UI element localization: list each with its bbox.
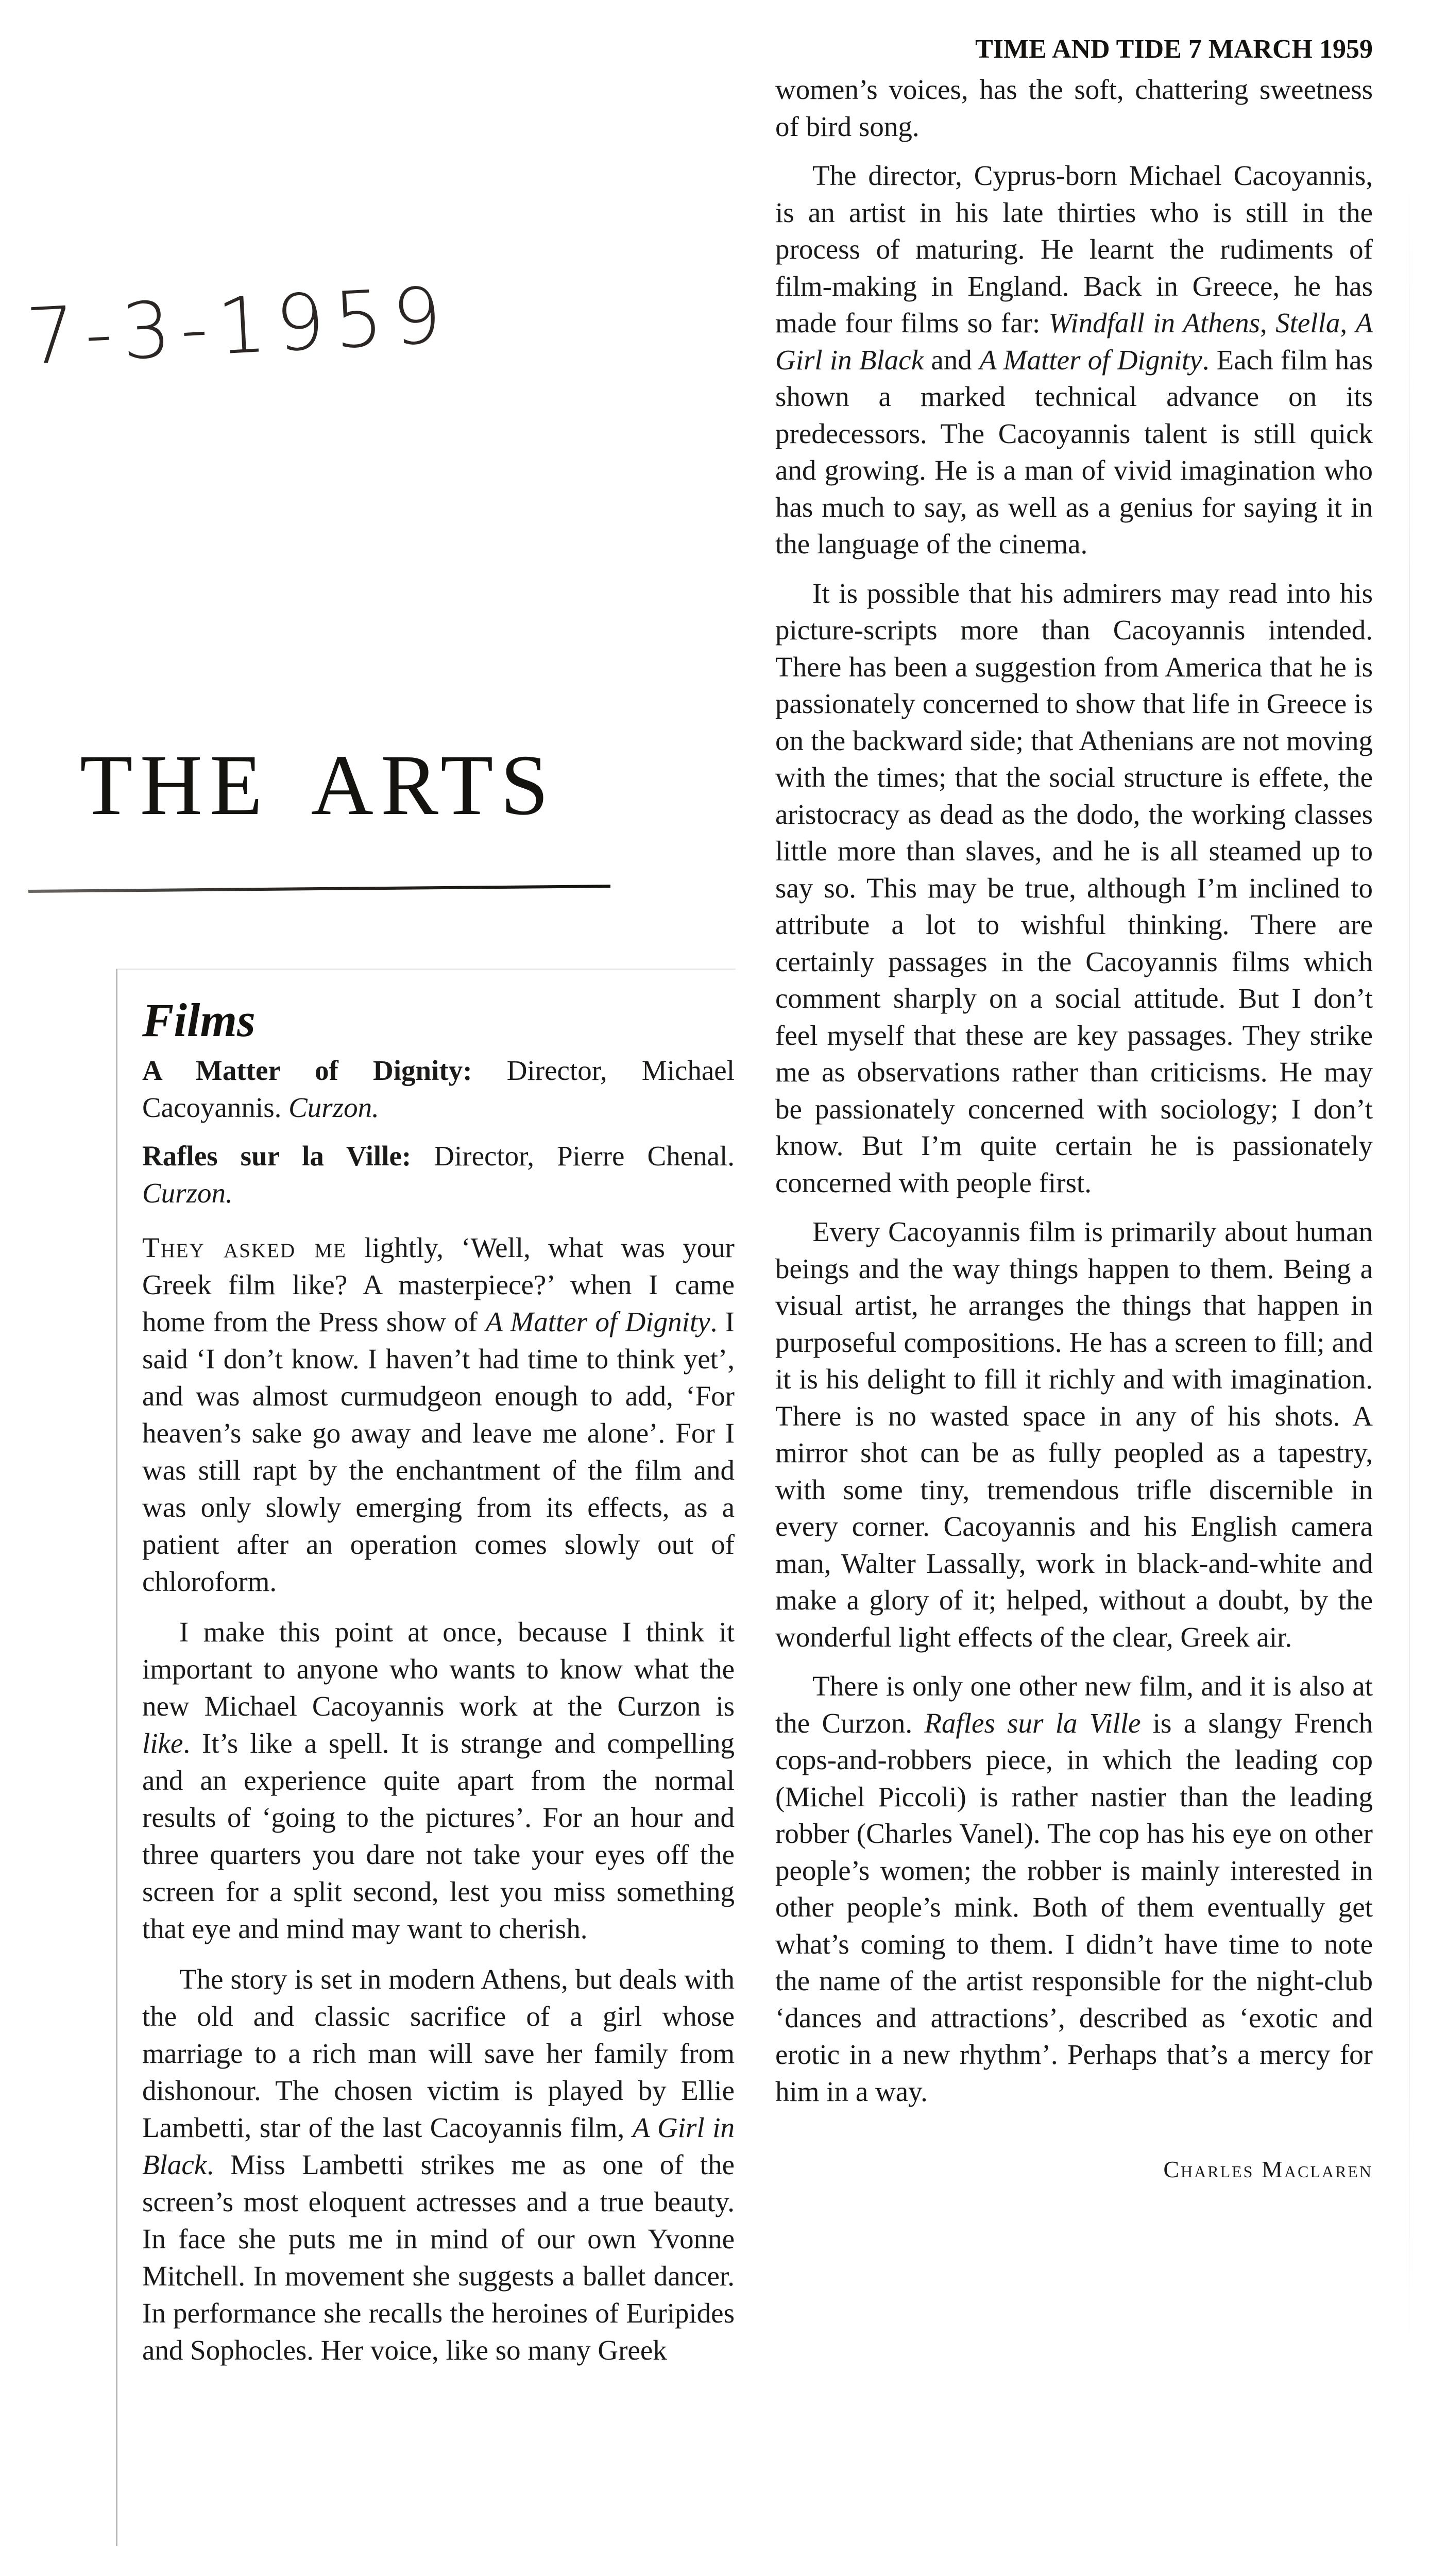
body-paragraph	[142, 1614, 735, 1947]
publication-masthead: TIME AND TIDE 7 MARCH 1959	[975, 35, 1373, 64]
body-paragraph	[775, 157, 1373, 563]
body-paragraph	[142, 1229, 735, 1600]
review-right-column	[775, 31, 1373, 2188]
film-title-italic: A Matter of Dignity	[979, 344, 1202, 376]
film-title-italic: A Girl in Black	[142, 2112, 735, 2180]
film-credit	[142, 1138, 735, 1212]
film-title-italic: Stella	[1275, 307, 1340, 338]
paragraph-text: There is only one other new film, and it is also at the Curzon.	[775, 1670, 1373, 1739]
review-left-column	[142, 994, 735, 2382]
film-credit-title: A Matter of Dignity:	[142, 1055, 472, 1086]
body-paragraph	[775, 1668, 1373, 2110]
film-title-italic: A Matter of Dignity	[485, 1306, 710, 1337]
film-title-italic: Rafles sur la Ville	[924, 1707, 1141, 1739]
handwritten-date-annotation: 7-3-1959	[24, 270, 453, 382]
section-heading-word-2: ARTS	[311, 737, 556, 833]
paragraph-text: lightly, ‘Well, what was your Greek film like? A masterpiece?’ when I came home from the Press show of	[142, 1232, 735, 1337]
paragraph-text: . I said ‘I don’t know. I haven’t had time to think yet’, and was almost curmudgeon enough to add, ‘For heaven’s sake go away and leave me alone’. For I was still rapt by the enchantment of the film and was only slowly emerging from its effects, as a patient after an operation comes slowly out of chloroform.	[142, 1306, 735, 1597]
body-paragraph	[142, 1961, 735, 2369]
paragraph-text: ,	[1340, 307, 1356, 338]
author-byline: Charles Maclaren	[1163, 2156, 1373, 2182]
emphasis-italic: like	[142, 1727, 183, 1759]
film-title-italic: Windfall in Athens	[1048, 307, 1261, 338]
section-heading-word-1: THE	[80, 737, 270, 833]
film-credit-details: Director, Michael Cacoyannis.	[142, 1055, 735, 1123]
paragraph-text: I make this point at once, because I think it important to anyone who wants to know what the new Michael Cacoyannis work at the Curzon is	[142, 1616, 735, 1722]
film-credit-title: Rafles sur la Ville:	[142, 1140, 412, 1172]
body-paragraph: It is possible that his admirers may read into his picture-scripts more than Cacoyannis intended. There has been a suggestion from America that he is passionately concerned to show that life in Greece is on the backward side; that Athenians are not moving with the times; that the social structure is effete, the aristocracy as dead as the dodo, the working classes little more than slaves, and he is all steamed up to say so. This may be true, although I’m inclined to attribute a lot to wishful thinking. There are certainly passages in the Cacoyannis films which comment sharply on a social attitude. But I don’t feel myself that these are key passages. They strike me as observations rather than criticisms. He may be passionately concerned with sociology; I don’t know. But I’m quite certain he is passionately concerned with people first.	[775, 577, 1373, 1198]
paragraph-text: . Each film has shown a marked technical advance on its predecessors. The Cacoyannis talent is still quick and growing. He is a man of vivid imagination who has much to say, as well as a genius for saying it in the language of the cinema.	[775, 344, 1373, 560]
film-credit-details: Director, Pierre Chenal.	[411, 1140, 735, 1172]
film-credit	[142, 1052, 735, 1126]
scan-page-edge	[1409, 155, 1410, 2370]
film-title-italic: A Girl in Black	[775, 307, 1373, 376]
paragraph-text: The director, Cyprus-born Michael Cacoyannis, is an artist in his late thirties who is still in the process of maturing. He learnt the rudiments of film-making in England. Back in Greece, he has made four films so far:	[775, 160, 1373, 338]
paragraph-text: . Miss Lambetti strikes me as one of the screen’s most eloquent actresses and a true beauty. In face she puts me in mind of our own Yvonne Mitchell. In movement she suggests a ballet dancer. In performance she recalls the heroines of Euripides and Sophocles. Her voice, like so many Greek	[142, 2149, 735, 2366]
section-heading	[80, 737, 556, 833]
paragraph-lead-in: They asked me	[142, 1232, 347, 1263]
paragraph-text: The story is set in modern Athens, but deals with the old and classic sacrifice of a girl whose marriage to a rich man will save her family from dishonour. The chosen victim is played by Ellie Lambetti, star of the last Cacoyannis film,	[142, 1963, 735, 2143]
paragraph-text: ,	[1260, 307, 1276, 338]
body-paragraph-continued: women’s voices, has the soft, chattering sweetness of bird song.	[775, 74, 1373, 142]
paragraph-text: . It’s like a spell. It is strange and compelling and an experience quite apart from the normal results of ‘going to the pictures’. For an hour and three quarters you dare not take your eyes off the screen for a split second, lest you miss something that eye and mind may want to cherish.	[142, 1727, 735, 1944]
film-credit-venue: Curzon.	[142, 1177, 233, 1209]
heading-rule-divider	[28, 885, 610, 893]
paragraph-text: and	[924, 344, 979, 376]
body-paragraph: Every Cacoyannis film is primarily about human beings and the way things happen to them. Being a visual artist, he arranges the things that happen in purposeful compositions. He has a screen to fill; and it is his delight to fill it richly and with imagination. There is no wasted space in any of his shots. A mirror shot can be as fully peopled as a tapestry, with some tiny, tremendous trifle discernible in every corner. Cacoyannis and his English camera man, Walter Lassally, work in black-and-white and make a glory of it; helped, without a doubt, by the wonderful light effects of the clear, Greek air.	[775, 1216, 1373, 1653]
review-section-title: Films	[142, 994, 256, 1046]
film-credit-venue: Curzon.	[288, 1092, 379, 1123]
paragraph-text: is a slangy French cops-and-robbers piece, in which the leading cop (Michel Piccoli) is rather nastier than the leading robber (Charles Vanel). The cop has his eye on other people’s women; the robber is mainly interested in other people’s mink. Both of them eventually get what’s coming to them. I didn’t have time to note the name of the artist responsible for the night-club ‘dances and attractions’, described as ‘exotic and erotic in a new rhythm’. Perhaps that’s a mercy for him in a way.	[775, 1707, 1373, 2107]
